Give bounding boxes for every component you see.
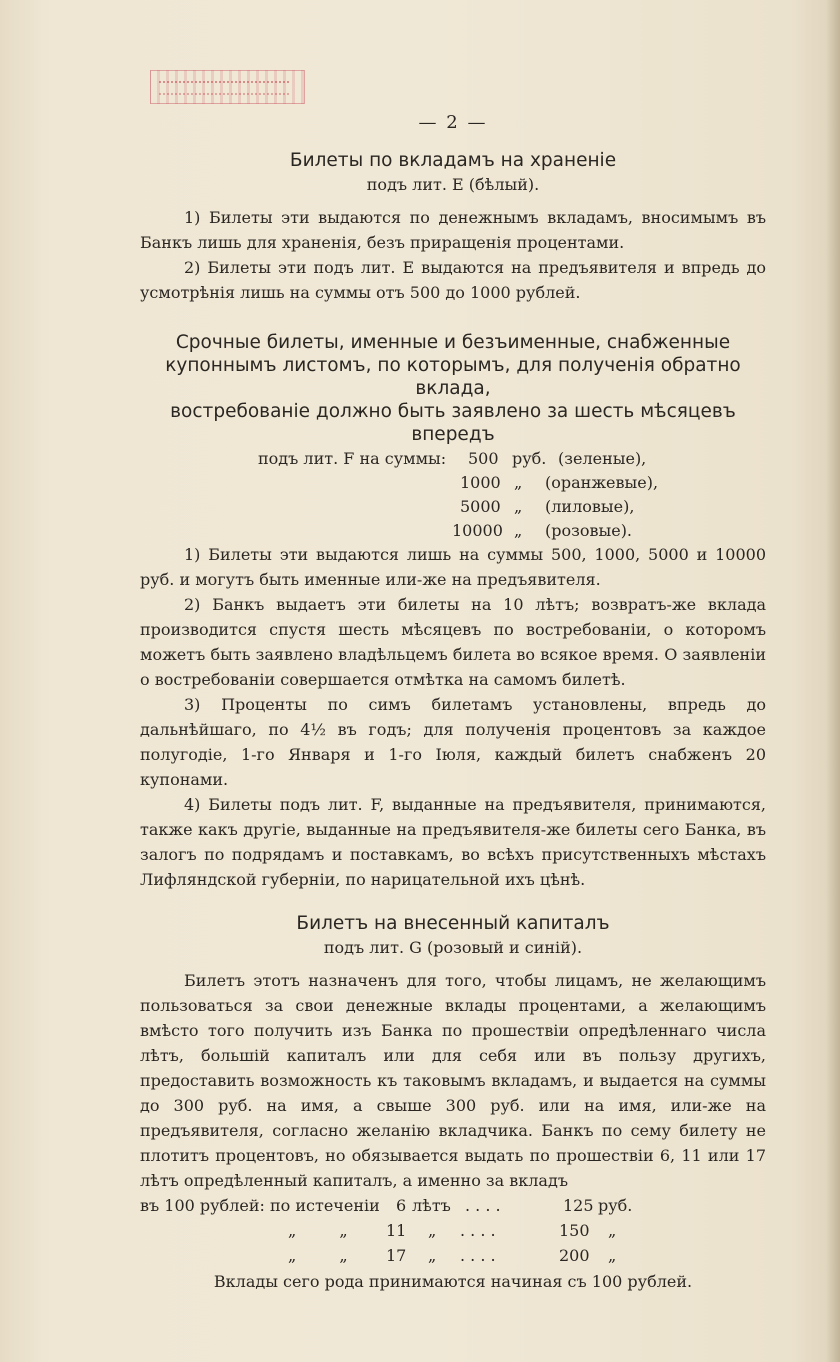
- sum-color: (розовые).: [545, 521, 633, 540]
- section3-paragraph: Билетъ этотъ назначенъ для того, чтобы лицамъ, не желающимъ пользоваться за свои денежные вклады процентами, а желающимъ вмѣсто того получить изъ Банка по прошествіи опредѣленнаго числа лѣтъ, большій капиталъ или для себя или въ пользу другихъ, предоставить возможность къ таковымъ вкладамъ, и выдается на суммы до 300 руб. на имя, а свыше 300 руб. или на имя, или-же на предъявителя, согласно желанію вкладчика. Банкъ по сему билету не плотитъ процентовъ, но обязывается выдать по прошествіи 6, 11 или 17 лѣтъ опредѣленный капиталъ, а именно за вкладъ: [140, 971, 766, 1190]
- section3-title: Билетъ на внесенный капиталъ: [296, 913, 610, 934]
- section2-paragraph-3: 3) Проценты по симъ билетамъ установлены, впредь до дальнѣйшаго, по 4½ въ годъ; для полученія процентовъ за каждое полугодіе, 1-го Января и 1-го Іюля, каждый билетъ снабженъ 20 купонами.: [140, 695, 766, 789]
- table-sum: 125: [563, 1196, 594, 1215]
- section1-subtitle: подъ лит. Е (бѣлый).: [366, 175, 540, 194]
- section3-closing: Вклады сего рода принимаются начиная съ 100 рублей.: [213, 1272, 693, 1291]
- table-sum: 200: [559, 1246, 590, 1265]
- table-years: 17: [386, 1246, 407, 1265]
- section2-paragraph-2: 2) Банкъ выдаетъ эти билеты на 10 лѣтъ; возвратъ-же вклада производится спустя шесть мѣсяцевъ по востребованіи, о которомъ можетъ быть заявлено владѣльцемъ билета во всякое время. О заявленіи о востребованіи совершается отмѣтка на самомъ билетѣ.: [140, 595, 766, 689]
- sum-amount: 1000: [460, 473, 501, 492]
- section1-title: Билеты по вкладамъ на храненіе: [289, 150, 617, 171]
- section2-title-line-2: купоннымъ листомъ, по которымъ, для полученія обратно вклада,: [165, 355, 741, 399]
- sum-amount: 10000: [452, 521, 503, 540]
- section1-paragraph-2: 2) Билеты эти подъ лит. Е выдаются на предъявителя и впредь до усмотрѣнія лишь на суммы отъ 500 до 1000 рублей.: [140, 258, 766, 302]
- library-stamp: [150, 70, 305, 104]
- section1-paragraph-1: 1) Билеты эти выдаются по денежнымъ вкладамъ, вносимымъ въ Банкъ лишь для храненія, безъ приращенія процентами.: [140, 208, 766, 252]
- sum-unit: „: [514, 521, 523, 540]
- sum-color: (лиловые),: [545, 497, 635, 516]
- sums-intro: подъ лит. F на суммы:: [258, 449, 447, 468]
- section2-paragraph-1: 1) Билеты эти выдаются лишь на суммы 500, 1000, 5000 и 10000 руб. и могутъ быть именные или-же на предъявителя.: [140, 545, 766, 589]
- sum-amount: 5000: [460, 497, 501, 516]
- page-edge-shadow: [826, 0, 840, 1362]
- table-unit: „: [428, 1221, 437, 1240]
- table-lead: въ 100 рублей: по истеченіи: [140, 1196, 380, 1215]
- section3-subtitle: подъ лит. G (розовый и синій).: [323, 938, 583, 957]
- table-unit: лѣтъ: [412, 1196, 451, 1215]
- page-content: [140, 110, 766, 1294]
- sum-unit: „: [514, 497, 523, 516]
- table-years: 11: [386, 1221, 407, 1240]
- table-sum: 150: [559, 1221, 590, 1240]
- table-unit: „: [428, 1246, 437, 1265]
- page-number: — 2 —: [418, 112, 488, 133]
- table-years: 6: [396, 1196, 407, 1215]
- sums-list: [140, 446, 766, 542]
- section2-title-line-1: Срочные билеты, именные и безъименные, снабженные: [175, 332, 731, 353]
- capital-table: [140, 1193, 766, 1269]
- sum-unit: „: [514, 473, 523, 492]
- table-dots: . . . .: [460, 1221, 496, 1240]
- table-currency: руб.: [598, 1196, 633, 1215]
- table-lead: „ „: [288, 1246, 348, 1265]
- section2-paragraph-4: 4) Билеты подъ лит. F, выданные на предъявителя, принимаются, также какъ другіе, выданные на предъявителя-же билеты сего Банка, въ залогъ по подрядамъ и поставкамъ, во всѣхъ присутственныхъ мѣстахъ Лифляндской губерніи, по нарицательной ихъ цѣнѣ.: [140, 795, 766, 889]
- sum-color: (оранжевые),: [545, 473, 659, 492]
- section2-title-line-3: востребованіе должно быть заявлено за шесть мѣсяцевъ впередъ: [170, 401, 736, 445]
- table-currency: „: [608, 1221, 617, 1240]
- sum-amount: 500: [468, 449, 499, 468]
- table-currency: „: [608, 1246, 617, 1265]
- table-dots: . . . .: [465, 1196, 501, 1215]
- table-lead: „ „: [288, 1221, 348, 1240]
- sum-color: (зеленые),: [558, 449, 647, 468]
- table-dots: . . . .: [460, 1246, 496, 1265]
- sum-unit: руб.: [512, 449, 547, 468]
